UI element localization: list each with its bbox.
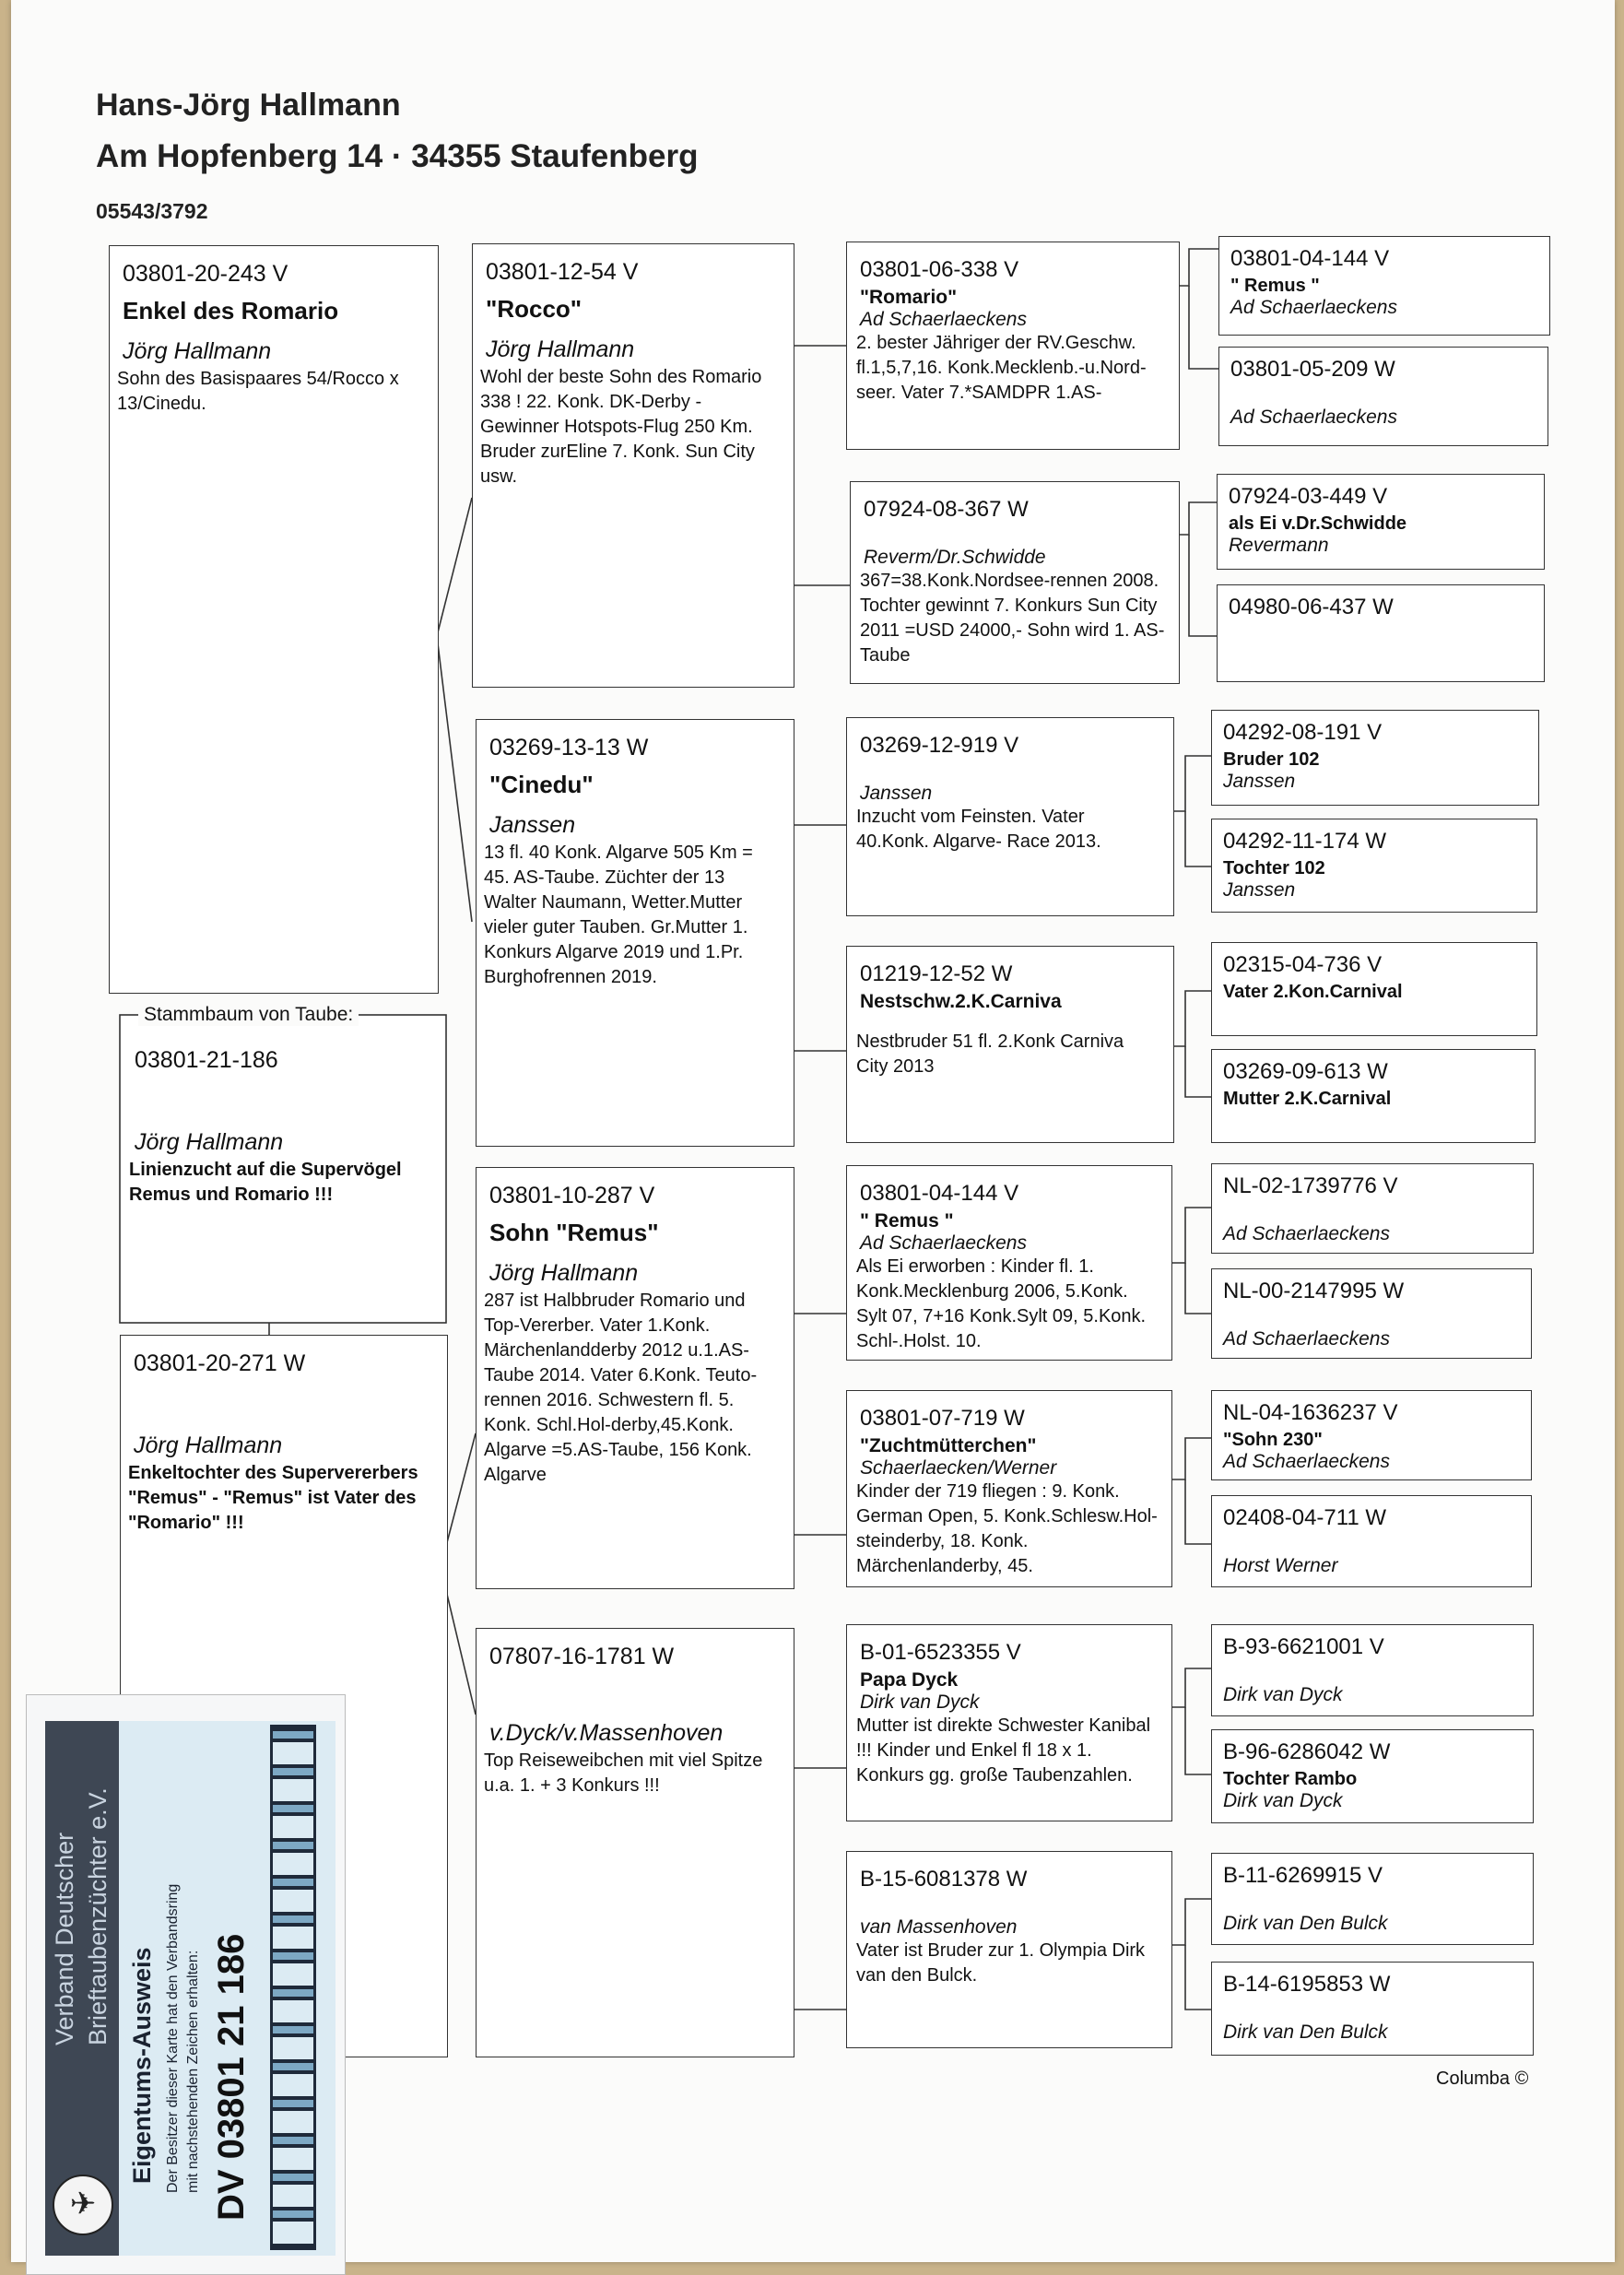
ring-number: 03801-06-338 V: [860, 257, 1019, 282]
pigeon-logo-icon: ✈: [53, 2175, 113, 2235]
ring-number: B-01-6523355 V: [860, 1640, 1021, 1665]
pigeon-card: [1218, 236, 1550, 336]
ring-number: 07924-03-449 V: [1229, 484, 1388, 509]
breeder: Ad Schaerlaeckens: [1223, 1451, 1390, 1472]
breeder: Ad Schaerlaeckens: [1223, 1328, 1390, 1350]
pigeon-name: " Remus ": [860, 1210, 954, 1232]
owner-phone: 05543/3792: [96, 199, 208, 223]
breeder: Revermann: [1229, 535, 1329, 556]
card-org-line2: Brieftaubenzüchter e.V.: [84, 1787, 112, 2045]
pigeon-name: als Ei v.Dr.Schwidde: [1229, 513, 1407, 534]
pigeon-card: [846, 717, 1174, 916]
description: Sohn des Basispaares 54/Rocco x 13/Cinedu.: [117, 369, 399, 414]
pigeon-card: [846, 946, 1174, 1143]
ring-number: 04292-11-174 W: [1223, 829, 1386, 854]
pigeon-card: [1211, 1268, 1532, 1359]
breeder: Dirk van Den Bulck: [1223, 1913, 1388, 1934]
breeder: Jörg Hallmann: [123, 338, 272, 364]
ring-number: 03801-21-186: [135, 1047, 278, 1073]
breeder: Janssen: [1223, 879, 1296, 901]
breeder: Dirk van Dyck: [860, 1692, 980, 1713]
pigeon-card: [1211, 1624, 1534, 1716]
pigeon-name: Papa Dyck: [860, 1669, 959, 1691]
pigeon-card: [846, 1390, 1172, 1587]
breeder: Janssen: [860, 783, 933, 804]
ring-number: 04980-06-437 W: [1229, 595, 1394, 619]
pigeon-name: Bruder 102: [1223, 749, 1320, 770]
pigeon-name: Tochter Rambo: [1223, 1769, 1358, 1789]
description: Enkeltochter des Supervererbers "Remus" - "Remus" ist Vater des "Romario" !!!: [128, 1463, 418, 1533]
breeder: Jörg Hallmann: [134, 1432, 283, 1458]
ring-number: 03801-12-54 V: [486, 259, 639, 285]
pigeon-card: [1211, 1390, 1532, 1480]
pigeon-name: Enkel des Romario: [123, 297, 339, 324]
pigeon-card: [122, 1032, 444, 1321]
breeder: Janssen: [1223, 771, 1296, 792]
breeder: Horst Werner: [1223, 1555, 1338, 1576]
pigeon-card: [1211, 942, 1537, 1036]
description: Mutter ist direkte Schwester Kanibal !!! Kinder und Enkel fl 18 x 1. Konkurs gg. große Taubenzahlen.: [856, 1715, 1151, 1786]
ring-number: 03269-13-13 W: [489, 735, 649, 760]
pigeon-card: [1211, 1495, 1532, 1587]
ring-number: B-14-6195853 W: [1223, 1972, 1391, 1997]
description: 13 fl. 40 Konk. Algarve 505 Km = 45. AS-Taube. Züchter der 13 Walter Naumann, Wetter.Mutter vieler guter Tauben. Gr.Mutter 1. Konkurs Algarve 2019 und 1.Pr. Burghofrennen 2019.: [484, 843, 753, 987]
pigeon-name: "Sohn 230": [1223, 1430, 1323, 1450]
pigeon-name: Mutter 2.K.Carnival: [1223, 1089, 1392, 1109]
spacer: [135, 1083, 431, 1129]
ring-number: 03269-09-613 W: [1223, 1059, 1388, 1084]
card-title: Eigentums-Ausweis: [128, 1947, 156, 2184]
owner-address: Am Hopfenberg 14 · 34355 Staufenberg: [96, 138, 699, 174]
card-note-line2: mit nachstehenden Zeichen erhalten:: [185, 1950, 201, 2193]
ring-number: 07924-08-367 W: [864, 497, 1029, 522]
pigeon-card: [1211, 819, 1537, 913]
breeder: Ad Schaerlaeckens: [1230, 407, 1397, 428]
ring-number: 03801-07-719 W: [860, 1406, 1025, 1431]
ring-number: B-11-6269915 V: [1223, 1863, 1383, 1888]
ring-number: NL-04-1636237 V: [1223, 1400, 1398, 1425]
card-org-line1: Verband Deutscher: [51, 1832, 78, 2045]
pigeon-card: [1211, 1163, 1534, 1254]
pigeon-name: Vater 2.Kon.Carnival: [1223, 982, 1403, 1002]
breeder: Jörg Hallmann: [486, 336, 635, 362]
pigeon-card: [1217, 474, 1545, 570]
spacer: [1223, 2001, 1522, 2022]
card-pattern-strip: [270, 1725, 316, 2250]
pigeon-card: [1211, 1962, 1534, 2056]
ring-number: 04292-08-191 V: [1223, 720, 1383, 745]
breeder: Dirk van Den Bulck: [1223, 2022, 1388, 2043]
spacer: [860, 1013, 1160, 1030]
pigeon-card: [1217, 584, 1545, 682]
pigeon-card: [472, 243, 794, 688]
description: Nestbruder 51 fl. 2.Konk Carniva City 2013: [856, 1031, 1124, 1077]
pigeon-card: [476, 1167, 794, 1589]
spacer: [1223, 1664, 1522, 1684]
ring-number: 02315-04-736 V: [1223, 952, 1383, 977]
breeder: Jörg Hallmann: [489, 1260, 639, 1286]
ring-number: B-93-6621001 V: [1223, 1634, 1384, 1659]
ring-number: 03801-20-243 V: [123, 261, 288, 287]
ring-number: 03801-05-209 W: [1230, 357, 1395, 382]
pigeon-card: [1211, 1729, 1534, 1823]
pigeon-card: [1211, 1049, 1536, 1143]
description: Inzucht vom Feinsten. Vater 40.Konk. Algarve- Race 2013.: [856, 807, 1101, 852]
ring-number: 03801-20-271 W: [134, 1350, 306, 1376]
breeder: Dirk van Dyck: [1223, 1684, 1343, 1705]
spacer: [489, 1680, 781, 1720]
breeder: Schaerlaecken/Werner: [860, 1457, 1057, 1479]
ring-number: NL-02-1739776 V: [1223, 1173, 1398, 1198]
ring-number: 03801-04-144 V: [1230, 246, 1390, 271]
spacer: [1223, 1535, 1520, 1555]
description: Wohl der beste Sohn des Romario 338 ! 22. Konk. DK-Derby - Gewinner Hotspots-Flug 250 Km. Bruder zurEline 7. Konk. Sun City usw.: [480, 367, 762, 487]
description: 287 ist Halbbruder Romario und Top-Vererber. Vater 1.Konk. Märchenlandderby 2012 u.1.AS-Taube 2014. Vater 6.Konk. Teuto-rennen 2016. Schwestern fl. 5. Konk. Schl.Hol-derby,45.Konk. Algarve =5.AS-Taube, 156 Konk. Algarve: [484, 1291, 758, 1485]
description: 367=38.Konk.Nordsee-rennen 2008. Tochter gewinnt 7. Konkurs Sun City 2011 =USD 24000,- Sohn wird 1. AS-Taube: [860, 571, 1165, 666]
spacer: [1223, 1308, 1520, 1328]
ownership-card: [26, 1694, 346, 2275]
pigeon-name: "Rocco": [486, 295, 583, 323]
breeder: v.Dyck/v.Massenhoven: [489, 1720, 724, 1746]
description: 2. bester Jähriger der RV.Geschw. fl.1,5,7,16. Konk.Mecklenb.-u.Nord-seer. Vater 7.*SAMDPR 1.AS-: [856, 333, 1147, 403]
spacer: [860, 1896, 1159, 1916]
breeder: Ad Schaerlaeckens: [860, 309, 1027, 330]
breeder: Dirk van Dyck: [1223, 1790, 1343, 1811]
pigeon-card: [846, 1851, 1172, 2048]
breeder: Ad Schaerlaeckens: [1223, 1223, 1390, 1244]
pigeon-name: "Cinedu": [489, 771, 594, 798]
pigeon-card: [846, 1624, 1172, 1821]
stammbaum-label: Stammbaum von Taube:: [138, 1004, 359, 1026]
breeder: van Massenhoven: [860, 1916, 1018, 1938]
breeder: Reverm/Dr.Schwidde: [864, 547, 1046, 568]
pigeon-card: [1211, 710, 1539, 806]
spacer: [134, 1386, 434, 1432]
ring-number: 03801-10-287 V: [489, 1183, 655, 1208]
pigeon-card: [109, 245, 439, 994]
pigeon-name: "Romario": [860, 287, 958, 308]
ring-number: 07807-16-1781 W: [489, 1644, 675, 1669]
pigeon-card: [846, 242, 1180, 450]
breeder: Janssen: [489, 812, 576, 838]
breeder: Ad Schaerlaeckens: [860, 1232, 1027, 1254]
spacer: [1223, 1203, 1522, 1223]
pigeon-card: [1218, 347, 1548, 446]
description: Als Ei erworben : Kinder fl. 1. Konk.Mecklenburg 2006, 5.Konk. Sylt 07, 7+16 Konk.Sylt 09, 5.Konk. Schl-.Holst. 10.: [856, 1256, 1147, 1351]
pigeon-name: "Zuchtmütterchen": [860, 1435, 1037, 1456]
description: Vater ist Bruder zur 1. Olympia Dirk van den Bulck.: [856, 1940, 1146, 1986]
owner-name: Hans-Jörg Hallmann: [96, 88, 401, 123]
ring-number: 01219-12-52 W: [860, 961, 1013, 986]
description: Linienzucht auf die Supervögel Remus und Romario !!!: [129, 1160, 402, 1205]
ring-number: B-96-6286042 W: [1223, 1739, 1391, 1764]
breeder: Jörg Hallmann: [135, 1129, 284, 1155]
breeder: Ad Schaerlaeckens: [1230, 297, 1397, 318]
spacer: [860, 762, 1160, 783]
ring-number: 03801-04-144 V: [860, 1181, 1019, 1206]
spacer: [1223, 1892, 1522, 1913]
description: Top Reiseweibchen mit viel Spitze u.a. 1. + 3 Konkurs !!!: [484, 1750, 763, 1796]
pigeon-name: Nestschw.2.K.Carniva: [860, 991, 1062, 1012]
ring-number: 03269-12-919 V: [860, 733, 1019, 758]
ring-number: 02408-04-711 W: [1223, 1505, 1386, 1530]
spacer: [864, 526, 1166, 547]
columba-mark: Columba ©: [1436, 2069, 1529, 2089]
pigeon-card: [1211, 1853, 1534, 1945]
ring-number: NL-00-2147995 W: [1223, 1279, 1405, 1303]
card-ring-number: DV 03801 21 186: [211, 1933, 252, 2221]
pigeon-name: Tochter 102: [1223, 858, 1325, 878]
pigeon-card: [476, 719, 794, 1147]
pigeon-card: [846, 1165, 1172, 1361]
card-note-line1: Der Besitzer dieser Karte hat den Verbandsring: [165, 1883, 181, 2193]
ring-number: B-15-6081378 W: [860, 1867, 1028, 1892]
pigeon-card: [850, 481, 1180, 684]
pigeon-name: Sohn "Remus": [489, 1219, 659, 1246]
spacer: [1230, 386, 1536, 407]
pigeon-card: [476, 1628, 794, 2057]
description: Kinder der 719 fliegen : 9. Konk. German Open, 5. Konk.Schlesw.Hol-steinderby, 18. Konk. Märchenlanderby, 45.: [856, 1481, 1158, 1576]
pigeon-name: " Remus ": [1230, 276, 1320, 296]
